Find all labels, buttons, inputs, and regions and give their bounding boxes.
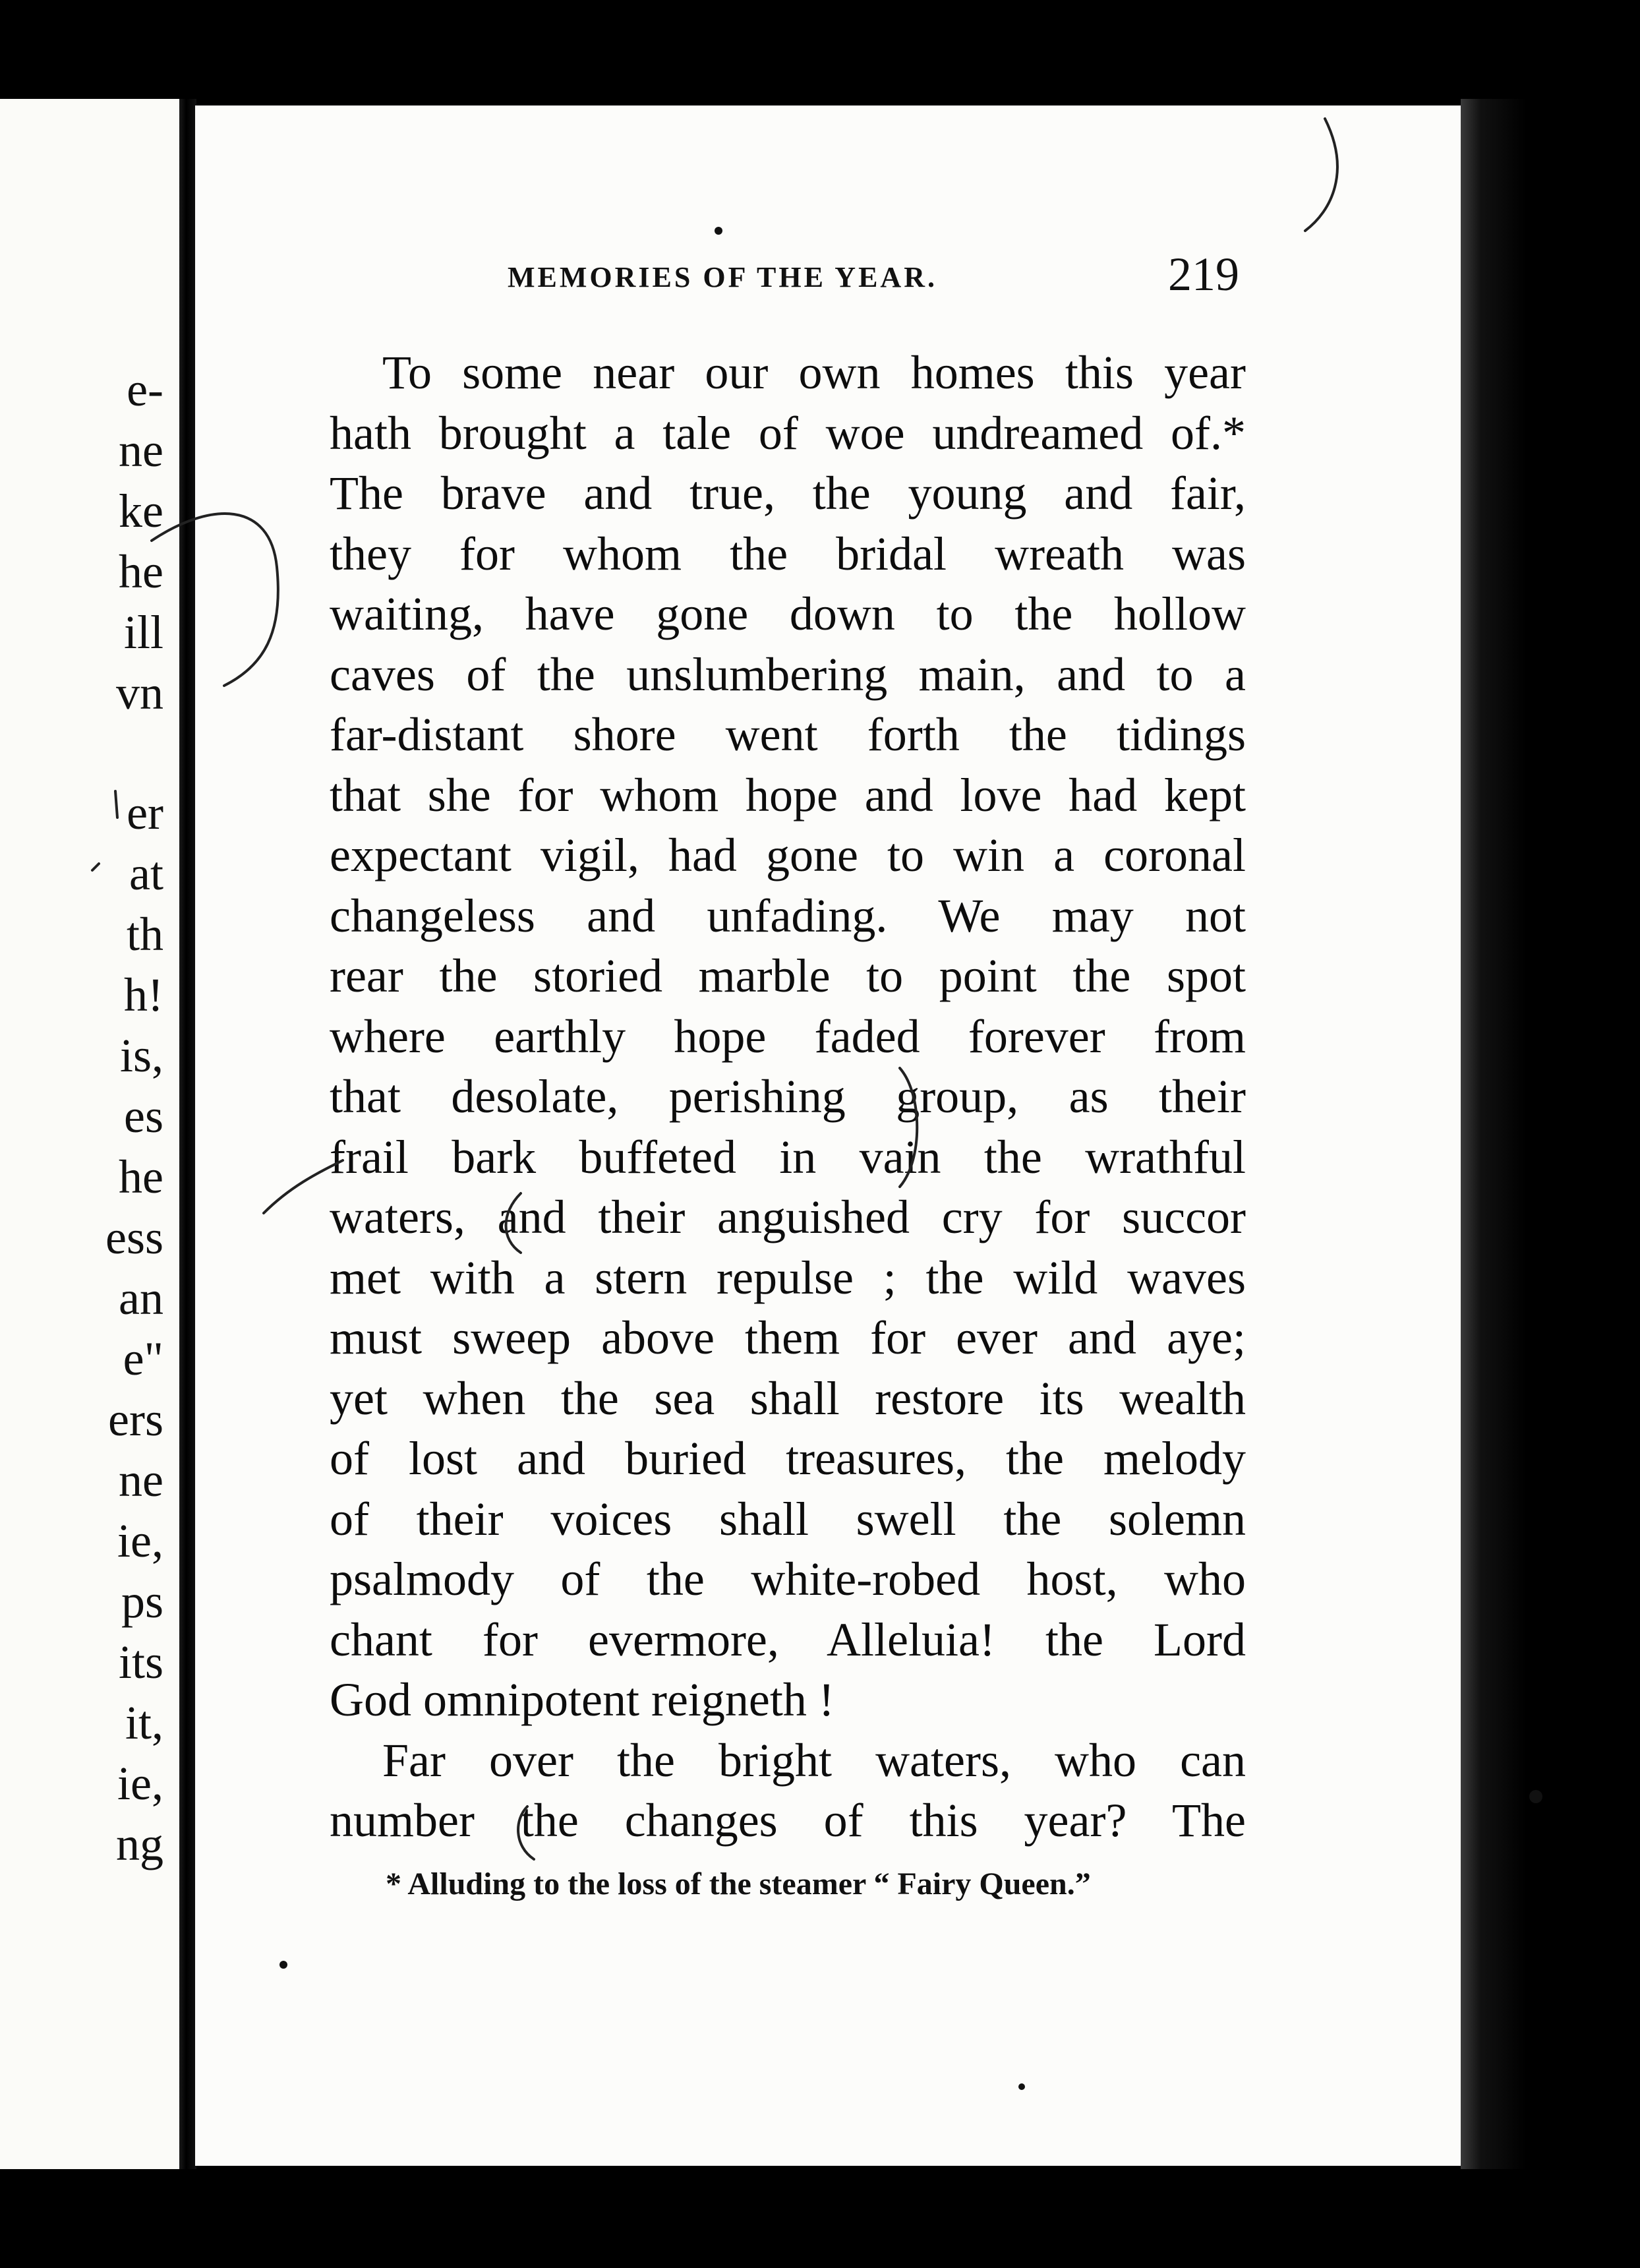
left-line: es: [124, 1090, 163, 1143]
left-line: he: [119, 1150, 163, 1203]
left-line: is,: [119, 1029, 163, 1082]
left-line: ke: [119, 485, 163, 537]
left-line: it,: [125, 1696, 163, 1749]
book-gutter: [179, 99, 196, 2169]
left-line: h!: [124, 969, 163, 1021]
left-page-text: [105, 359, 163, 1874]
left-line: vn: [116, 667, 163, 719]
text-line: far-distant shore went forth the tidings: [330, 708, 1246, 761]
text-line: waters, and their anguished cry for succor: [330, 1191, 1246, 1243]
left-line: ps: [121, 1575, 163, 1628]
text-line: they for whom the bridal wreath was: [330, 527, 1246, 580]
left-line: ie,: [117, 1514, 163, 1567]
text-line: changeless and unfading. We may not: [330, 889, 1246, 942]
text-line: frail bark buffeted in vain the wrathful: [330, 1130, 1246, 1183]
text-line: yet when the sea shall restore its wealth: [330, 1371, 1246, 1425]
text-line: number the changes of this year? The: [330, 1794, 1246, 1847]
left-line: he: [119, 545, 163, 598]
text-line: psalmody of the white-robed host, who: [330, 1553, 1246, 1605]
text-line: where earthly hope faded forever from: [330, 1009, 1246, 1063]
page-number: 219: [1168, 248, 1239, 301]
text-line: expectant vigil, had gone to win a coronal: [330, 829, 1246, 881]
text-line: met with a stern repulse ; the wild waves: [330, 1251, 1246, 1304]
text-line: must sweep above them for ever and aye;: [330, 1311, 1246, 1364]
left-line: ie,: [117, 1757, 163, 1810]
body-text: [330, 343, 1246, 1851]
text-line: rear the storied marble to point the spot: [330, 949, 1246, 1002]
left-line: its: [118, 1636, 163, 1688]
text-line: chant for evermore, Alleluia! the Lord: [330, 1613, 1246, 1666]
left-line: er: [127, 787, 163, 839]
left-line: e": [123, 1332, 163, 1385]
left-line: ng: [116, 1818, 163, 1870]
left-line: an: [119, 1272, 163, 1325]
left-line: ess: [105, 1211, 163, 1264]
left-page-fragment: [0, 99, 185, 2169]
text-line: Far over the bright waters, who can: [382, 1733, 1246, 1787]
footnote: * Alluding to the loss of the steamer “ Fairy Queen.”: [386, 1866, 1091, 1901]
text-line: of lost and buried treasures, the melody: [330, 1432, 1246, 1485]
text-line: of their voices shall swell the solemn: [330, 1492, 1246, 1545]
running-title: MEMORIES OF THE YEAR.: [508, 261, 937, 293]
left-line: ers: [108, 1393, 163, 1446]
text-line: God omnipotent reigneth !: [330, 1673, 835, 1726]
ink-speck: [1529, 1790, 1542, 1803]
text-line: that she for whom hope and love had kept: [330, 768, 1246, 821]
left-line: ne: [119, 424, 163, 477]
left-line: e-: [127, 363, 163, 416]
left-line: ill: [123, 606, 163, 659]
left-line: at: [129, 847, 163, 900]
text-line: caves of the unslumbering main, and to a: [330, 647, 1246, 701]
text-line: To some near our own homes this year: [382, 346, 1246, 399]
left-line: ne: [119, 1454, 163, 1507]
text-line: waiting, have gone down to the hollow: [330, 587, 1246, 640]
page-edge-shadow: [1461, 99, 1527, 2169]
left-line: th: [126, 908, 163, 961]
text-line: The brave and true, the young and fair,: [330, 467, 1246, 520]
text-line: hath brought a tale of woe undreamed of.*: [330, 406, 1246, 460]
page-header: [508, 247, 1239, 307]
left-paragraph-gap: [105, 723, 163, 783]
text-line: that desolate, perishing group, as their: [330, 1070, 1246, 1123]
